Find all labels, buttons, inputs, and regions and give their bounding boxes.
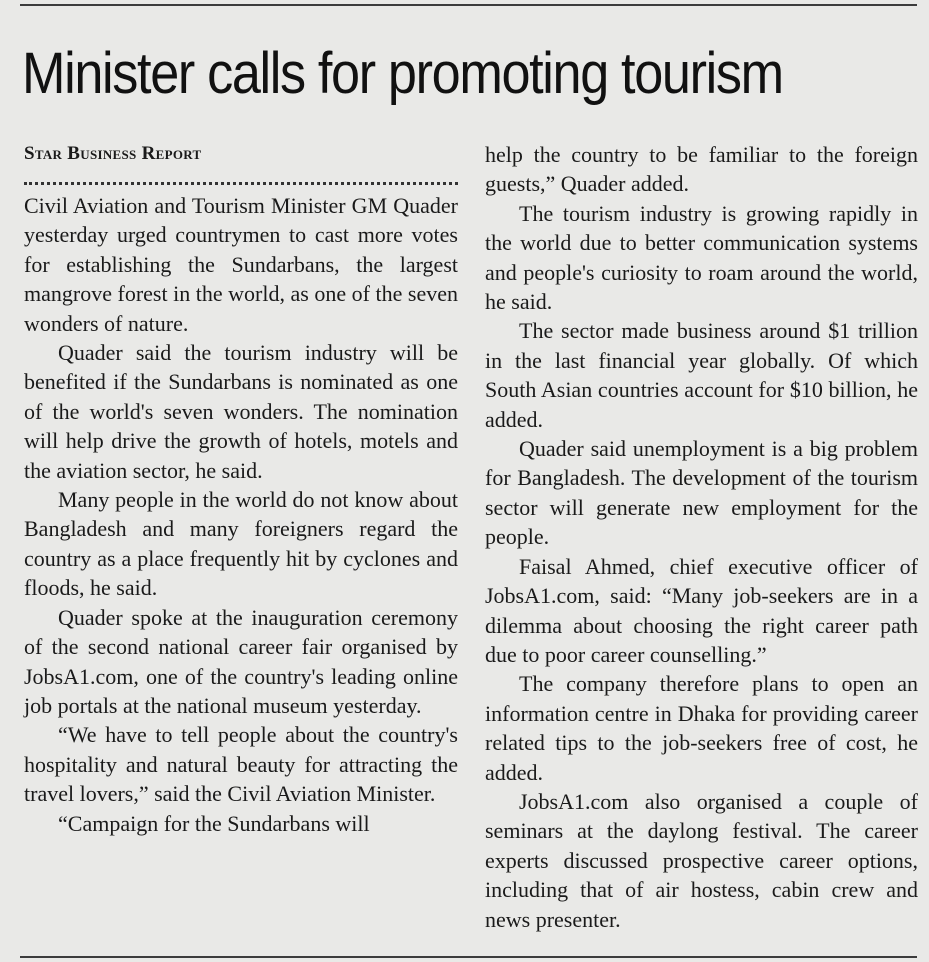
bottom-rule [20,956,917,958]
paragraph: Quader said the tourism industry will be benefited if the Sundarbans is nominated as one of the world's seven wonders. The nomination will help drive the growth of hotels, motels and the aviation sector, he said. [24,340,458,483]
top-rule [20,4,917,6]
left-column [24,140,458,838]
paragraph: The tourism industry is growing rapidly in the world due to better communication systems and people's curiosity to roam around the world, he said. [485,200,918,315]
right-column [485,140,918,934]
byline: Star Business Report [24,143,202,164]
paragraph: Quader said unemployment is a big problem for Bangladesh. The development of the tourism sector will generate new employment for the people. [485,436,918,550]
paragraph: Faisal Ahmed, chief executive officer of JobsA1.com, said: “Many job-seekers are in a dilemma about choosing the right career path due to poor career counselling.” [485,553,918,667]
paragraph: The company therefore plans to open an information centre in Dhaka for providing career related tips to the job-seekers free of cost, he added. [485,671,918,785]
paragraph: JobsA1.com also organised a couple of seminars at the daylong festival. The career experts discussed prospective career options, including that of air hostess, cabin crew and news presenter. [485,788,918,932]
paragraph: “We have to tell people about the country's hospitality and natural beauty for attracting the travel lovers,” said the Civil Aviation Minister. [24,722,458,807]
paragraph: Quader spoke at the inauguration ceremony of the second national career fair organised by JobsA1.com, one of the country's leading online job portals at the national museum yesterday. [24,604,458,718]
paragraph: help the country to be familiar to the foreign guests,” Quader added. [485,142,918,197]
paragraph: Civil Aviation and Tourism Minister GM Quader yesterday urged countrymen to cast more votes for establishing the Sundarbans, the largest mangrove forest in the world, as one of the seven wonders of nature. [24,193,458,336]
paragraph: The sector made business around $1 trillion in the last financial year globally. Of which South Asian countries account for $10 billion, he added. [485,318,918,432]
headline: Minister calls for promoting tourism [22,41,783,106]
dotted-divider [24,182,458,185]
paragraph: Many people in the world do not know about Bangladesh and many foreigners regard the country as a place frequently hit by cyclones and floods, he said. [24,487,458,601]
paragraph: “Campaign for the Sundarbans will [58,810,370,836]
